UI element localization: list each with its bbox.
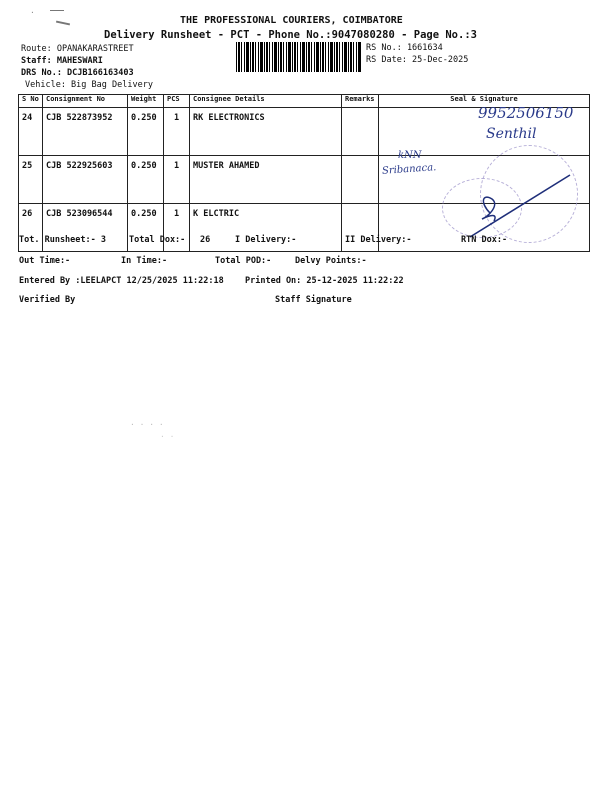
runsheet-subtitle: Delivery Runsheet - PCT - Phone No.:9047080280 - Page No.:3: [104, 29, 477, 41]
cell-consignee: MUSTER AHAMED: [190, 156, 342, 204]
route-label: Route: OPANAKARASTREET: [21, 44, 134, 54]
scan-mark: [56, 21, 70, 26]
vehicle-label: Vehicle: Big Bag Delivery: [25, 80, 153, 90]
cell-weight: 0.250: [128, 156, 164, 204]
scan-noise: · · · ·: [130, 420, 164, 429]
cell-weight: 0.250: [128, 204, 164, 252]
staff-label: Staff: MAHESWARI: [21, 56, 103, 66]
scan-mark: [50, 10, 64, 11]
cell-consignee: RK ELECTRONICS: [190, 108, 342, 156]
cell-sno: 24: [19, 108, 43, 156]
i-delivery-label: I Delivery:-: [235, 235, 297, 245]
staff-signature: Staff Signature: [275, 295, 352, 305]
scan-mark: ·: [30, 8, 35, 17]
cell-weight: 0.250: [128, 108, 164, 156]
handwritten-signature: Senthil: [486, 126, 537, 142]
cell-pcs: 1: [164, 108, 190, 156]
signature-scribble: [460, 165, 580, 245]
handwritten-name: kNN: [398, 150, 422, 161]
cell-sno: 26: [19, 204, 43, 252]
scan-noise: · ·: [160, 432, 175, 441]
cell-consignment: CJB 523096544: [43, 204, 128, 252]
col-header-consignment: Consignment No: [43, 95, 128, 108]
cell-pcs: 1: [164, 204, 190, 252]
signature-stroke: [482, 197, 495, 221]
rtn-dox-label: RTN Dox:-: [461, 235, 508, 245]
cell-consignment: CJB 522925603: [43, 156, 128, 204]
handwritten-name: Sribanaca.: [381, 162, 437, 177]
col-header-consignee: Consignee Details: [190, 95, 342, 108]
rs-number: RS No.: 1661634: [366, 43, 443, 53]
delvy-points-label: Delvy Points:-: [295, 256, 367, 266]
col-header-weight: Weight: [128, 95, 164, 108]
cell-remarks: [342, 156, 379, 204]
col-header-pcs: PCS: [164, 95, 190, 108]
barcode-image: [236, 42, 362, 72]
total-dox-value: 26: [200, 235, 211, 245]
rs-date: RS Date: 25-Dec-2025: [366, 55, 469, 65]
verified-by: Verified By: [19, 295, 76, 305]
entered-by: Entered By :LEELAPCT 12/25/2025 11:22:18: [19, 276, 224, 286]
drs-number: DRS No.: DCJB166163403: [21, 68, 134, 78]
cell-sno: 25: [19, 156, 43, 204]
total-dox-label: Total Dox:-: [129, 235, 186, 245]
out-time-label: Out Time:-: [19, 256, 71, 266]
cell-consignee: K ELCTRIC: [190, 204, 342, 252]
company-title: THE PROFESSIONAL COURIERS, COIMBATORE: [180, 15, 403, 26]
total-pod-label: Total POD:-: [215, 256, 272, 266]
in-time-label: In Time:-: [121, 256, 168, 266]
cell-remarks: [342, 108, 379, 156]
cell-pcs: 1: [164, 156, 190, 204]
col-header-seal: Seal & Signature: [379, 95, 590, 108]
handwritten-phone: 9952506150: [478, 104, 574, 122]
col-header-remarks: Remarks: [342, 95, 379, 108]
printed-on: Printed On: 25-12-2025 11:22:22: [245, 276, 404, 286]
col-header-sno: S No: [19, 95, 43, 108]
tot-runsheet: Tot. Runsheet:- 3: [19, 235, 106, 245]
ii-delivery-label: II Delivery:-: [345, 235, 412, 245]
cell-consignment: CJB 522873952: [43, 108, 128, 156]
